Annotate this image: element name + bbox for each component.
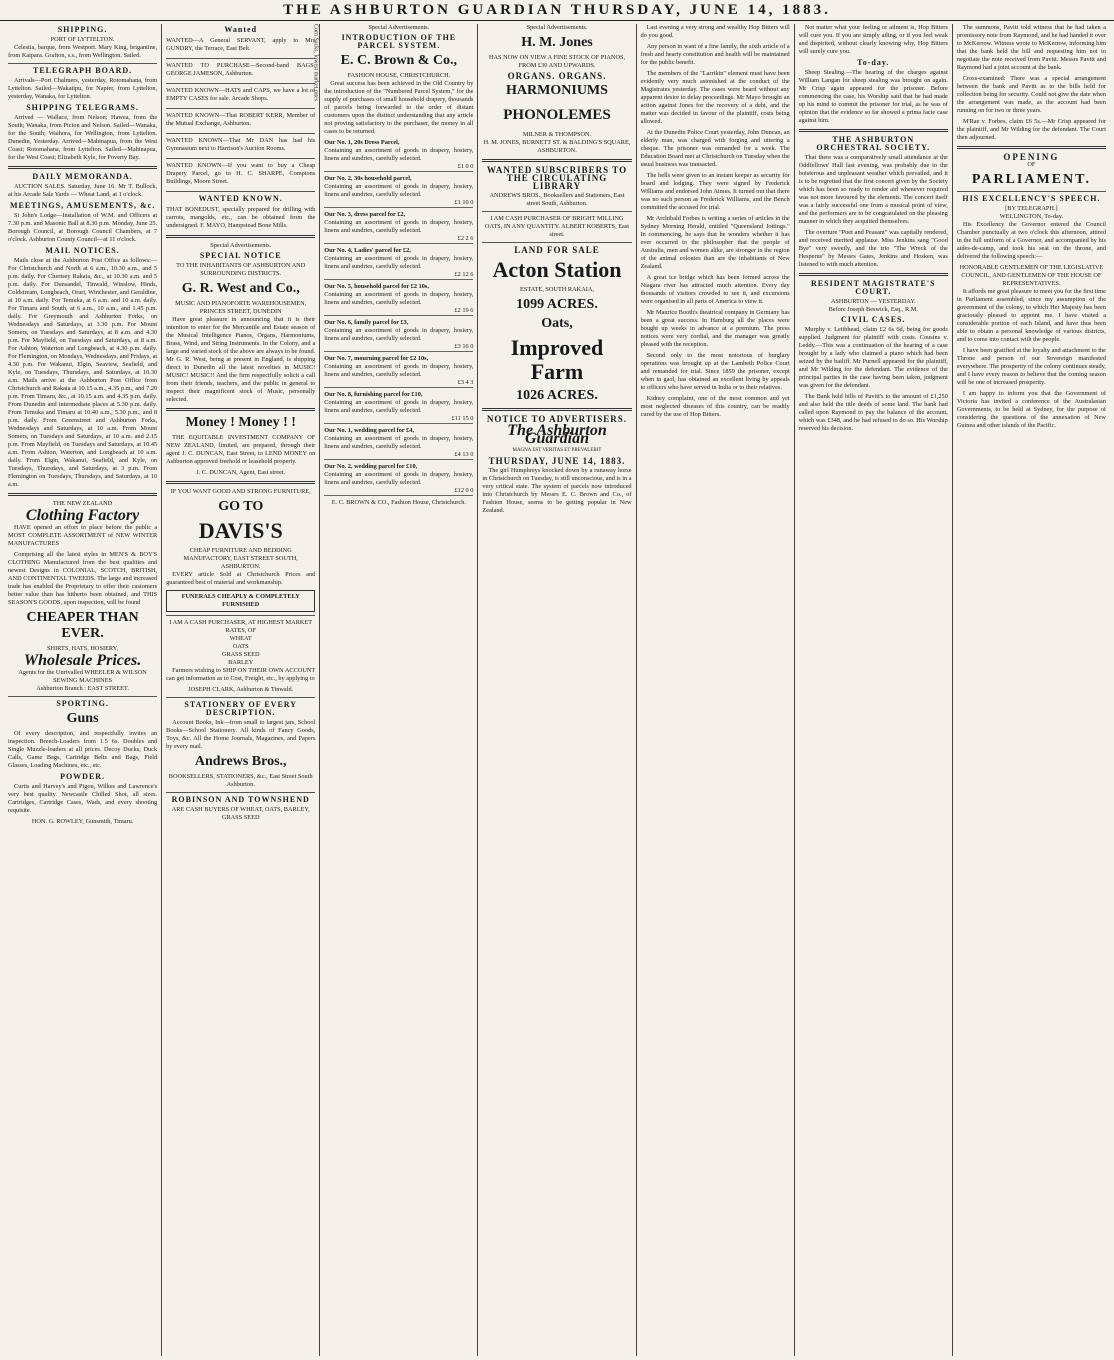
parcel-item bbox=[324, 247, 473, 280]
parcel-body: Containing an assortment of goods in drapery, hosiery, linens and sundries, carefully selected. bbox=[324, 471, 474, 486]
arrivals-text: Celestia, barque, from Westport. Mary King, brigantine, from Kaipara. Grafton, s.s., from Wellington. Sailed. bbox=[8, 44, 158, 59]
civil-cases-heading: CIVIL CASES. bbox=[841, 315, 906, 324]
corn-sacks-side: Corn Sacks, lowest market rates bbox=[312, 24, 319, 102]
mail-notices-heading: MAIL NOTICES. bbox=[45, 246, 120, 255]
parcel-title: Our No. 2, 30s household parcel, bbox=[324, 175, 412, 182]
funerals-box: FUNERALS CHEAPLY & COMPLETELY FURNISHED bbox=[166, 590, 315, 612]
acton-sub: ESTATE, SOUTH RAKAIA, bbox=[519, 286, 594, 293]
col7-intro: The summons, Pavitt told witness that he had taken a promissory note from Raymond, and he had handed it over to McKerrow. Witness wrote to McKerrow, informing him that the bank held the bill and requesting him not to negotiate the note received from Pavitt. Messrs Pavitt and Raymond had a joint account at the bank. bbox=[956, 24, 1106, 71]
parcel-total: £11 15 0 bbox=[451, 415, 474, 422]
parcel-item bbox=[324, 463, 473, 496]
parcel-title: Our No. 1, wedding parcel for £4, bbox=[324, 427, 415, 434]
column-3 bbox=[320, 24, 478, 1356]
improved-farm-heading: Improved Farm bbox=[510, 335, 604, 384]
parcel-total: £2 12 6 bbox=[454, 271, 474, 278]
oats-heading: Oats, bbox=[541, 316, 573, 331]
ecb-intro-text: Great success has been achieved in the Old Country by the introduction of the "Numbered Parcel System," for the supply of purchases of small household drapery, thousands of parcels being forwarded to the order of distant customers upon the distinct understanding that any article not proving satisfactory to the purchaser, the money in all cases to be returned. bbox=[324, 80, 474, 135]
parcel-title: Our No. 4, Ladies' parcel for £2, bbox=[324, 247, 411, 254]
parcel-total: £2 19 6 bbox=[454, 307, 474, 314]
civil-cases-text: Murphy v. Leitbhead, claim £2 6s 6d, being for goods supplied. Judgment for plaintiff with costs. Cousins v. Leddy.—This was a continuation of the hearing of a case brought by a lady who claimed a piano which had been seized by the bailiff. Mr Purnell appeared for the plaintiff, and Mr Wilding for the defendant. The evidence of the principal parties in the case having been taken, judgment was given for the defendant. bbox=[798, 326, 948, 389]
parcel-item bbox=[324, 211, 473, 244]
milling-oats-ad: I AM CASH PURCHASER OF BRIGHT MILLING OATS, IN ANY QUANTITY. ALBERT KOBERTS, East street. bbox=[484, 215, 630, 238]
column-5 bbox=[637, 24, 795, 1356]
news-intro: Last evening a very strong and wealthy Hop Bitters will do you good. bbox=[640, 24, 790, 39]
honorable-gentlemen: HONORABLE GENTLEMEN OF THE LEGISLATIVE COUNCIL, AND GENTLEMEN OF THE HOUSE OF REPRESENTATIVES. bbox=[959, 264, 1104, 287]
parcel-body: Containing an assortment of goods in drapery, hosiery, linens and sundries, carefully selected. bbox=[324, 327, 474, 342]
parliament-heading: PARLIAMENT. bbox=[971, 172, 1091, 187]
of-line: OF bbox=[1027, 161, 1036, 168]
parcel-title: Our No. 8, furnishing parcel for £10, bbox=[324, 391, 423, 398]
parcel-body: Containing an assortment of goods in drapery, hosiery, linens and sundries, carefully selected. bbox=[324, 219, 474, 234]
stationery-heading: STATIONERY OF EVERY DESCRIPTION. bbox=[184, 700, 298, 717]
ecb-sub: FASHION HOUSE, CHRISTCHURCH. bbox=[347, 72, 451, 79]
telegrams-text: Arrived — Wallace, from Nelson; Hawea, from the South; Wanaka, from Picton and Nelson. Sailed—Wanaka, for the South; Waihora, for Wellington, from Lyttelton. Dunedin, Yesterday. Arrived—Mahinapua, from the West Coast; Rotomahana, from Lyttelton. Sailed—Mahinapua, for the West Coast; Elizabeth Kyle, for Poverty Bay. bbox=[8, 114, 158, 161]
paper-date: THURSDAY, JUNE 14, 1883. bbox=[488, 456, 626, 466]
telegraph-text: Arrivals—Port Chalmers, yesterday, Rotomahana, from Lyttelton. Sailed—Wakatipu, for Napier, from Lyttelton, yesterday, Wanaka, for Lyttelton. bbox=[8, 77, 158, 100]
news-body-6: Mr Maurice Booth's theatrical company in Germany has been a great success. In Hamburg all the places were bought up weeks in advance at a premium. The press notices were very cordial, and the manager was greatly pleased with the reception. bbox=[640, 309, 790, 348]
cheaper-heading: CHEAPER THAN EVER. bbox=[26, 610, 139, 641]
robinson-heading: ROBINSON AND TOWNSHEND bbox=[171, 795, 310, 804]
parcel-body: Containing an assortment of goods in drapery, hosiery, linens and sundries, carefully selected. bbox=[324, 363, 474, 378]
branch-line: Ashburton Branch : EAST STREET. bbox=[36, 685, 129, 692]
parcel-total: £2 2 6 bbox=[457, 235, 474, 242]
ecb-heading: E. C. Brown & Co., bbox=[340, 53, 458, 68]
parcel-item bbox=[324, 319, 473, 352]
stationery-text: Account Books, Ink—from small to largest jars, School Books—School Stationery. All kinds of Fancy Goods, Toys, &c. All the Home Journals, Magazines, and Papers by every mail. bbox=[166, 719, 316, 750]
wholesale-heading: Wholesale Prices. bbox=[23, 652, 142, 669]
grain-wheat: WHEAT bbox=[229, 635, 252, 642]
duncan-line: J. C. DUNCAN, Agent, East street. bbox=[196, 469, 286, 476]
acres-line: 1099 ACRES. bbox=[516, 297, 598, 312]
col7-text-3: M'Rae v. Forbes, claim £6 5s.—Mr Crisp appeared for the plaintiff, and Mr Wilding for the defendant. The Court then adjourned. bbox=[956, 118, 1106, 141]
news-body-7: Second only to the most notorious of burglary operations was brought up at the Lambeth Police Court and remanded for trial. Since 1859 the prisoner, except when in gaol, has obtained an excellent living by appeals to officers who have served in India or to their relatives. bbox=[640, 352, 790, 391]
davis-sub: CHEAP FURNITURE AND BEDDING MANUFACTORY, EAST STREET SOUTH, ASHBURTON. bbox=[183, 547, 298, 570]
leader-text: The girl Humphreys knocked down by a runaway horse in Christchurch on Tuesday, is still unconscious, and is in a very critical state. The system of parcels now introduced into Christchurch by Messrs E. C. Brown and Co., of Fashion House, seems to be getting popular in New Zealand. bbox=[482, 467, 632, 514]
grain-grass-seed: GRASS SEED bbox=[221, 651, 260, 658]
parcel-title: Our No. 2, wedding parcel for £10, bbox=[324, 463, 418, 470]
clothing-factory-heading: Clothing Factory bbox=[25, 507, 140, 524]
organs-heading: ORGANS. ORGANS. bbox=[507, 71, 607, 81]
wanted-known-text: THAT BONEDUST, specially prepared for drilling with carrots, mangolds, etc., can be obtained from the undersigned. F. MAYO, Hampstead Bone Mills. bbox=[166, 206, 316, 229]
parcel-title: Our No. 3, dress parcel for £2, bbox=[324, 211, 406, 218]
speech-text: It affords me great pleasure to meet you for the first time in Parliament assembled, since my assumption of the government of the colony, to which Her Majesty has been graciously pleased to appoint me. I have visited a considerable portion of each Island, and have thus been able to obtain a personal knowledge of various districts, and to come into contact with the people. bbox=[956, 288, 1106, 343]
cash-purchaser: I AM A CASH PURCHASER, AT HIGHEST MARKET RATES, OF bbox=[169, 619, 313, 634]
money-text: THE EQUITABLE INVESTMENT COMPANY OF NEW ZEALAND, limited, are prepared, through their agent J. C. DUNCAN, East Street, to LEND MONEY on Ashburton approved freehold or leasehold property. bbox=[166, 434, 316, 465]
parcel-total: £3 16 0 bbox=[454, 343, 474, 350]
robinson-sub: ARE CASH BUYERS OF WHEAT, OATS, BARLEY, GRASS SEED bbox=[171, 806, 310, 821]
court-before: Before Joseph Beswick, Esq., R.M. bbox=[828, 306, 918, 313]
jones-heading: H. M. Jones bbox=[521, 35, 593, 50]
parcel-body: Containing an assortment of goods in drapery, hosiery, linens and sundries, carefully selected. bbox=[324, 147, 474, 162]
shipping-telegrams-heading: SHIPPING TELEGRAMS. bbox=[26, 103, 139, 112]
wanted-known-heading: WANTED KNOWN. bbox=[198, 194, 283, 203]
column-2 bbox=[162, 24, 320, 1356]
masthead: THE ASHBURTON GUARDIAN THURSDAY, JUNE 14, 1883. bbox=[0, 0, 1114, 21]
daily-memoranda-heading: DAILY MEMORANDA. bbox=[32, 172, 133, 181]
parcel-system-heading: INTRODUCTION OF THE PARCEL SYSTEM. bbox=[341, 33, 457, 50]
notice-advertisers-heading: NOTICE TO ADVERTISERS. bbox=[486, 414, 628, 424]
powder-text: Curtis and Harvey's and Pigou, Wilkes and Lawrence's very best quality. Newcastle Chilled Shot, all sizes. Cartridges, Cartridge Cases, Wads, and every shooting requisite. bbox=[8, 783, 158, 814]
news-body: The members of the "Larrikin" element must have been evidently very much astonished at the conduct of the Magistrates yesterday. The cases were heard without any apparent desire to delay proceedings. Mr Mayo brought an action against Jones for the recovery of a debt, and the matter was decided in favour of the plaintiff, costs being allowed. bbox=[640, 70, 790, 125]
parcel-total: £1 0 0 bbox=[457, 163, 474, 170]
parcel-item bbox=[324, 427, 473, 460]
parcel-total: £4 13 0 bbox=[454, 451, 474, 458]
special-ads-heading-3: Special Advertisements. bbox=[368, 24, 430, 31]
special-ads-heading: Special Advertisements. bbox=[210, 242, 272, 249]
library-andrews: ANDREWS BROS., Booksellers and Stationers, East street South, Ashburton. bbox=[489, 192, 625, 207]
wanted-ad-5: WANTED KNOWN—That Mr DAN has had his Gymnasium next to Harrison's Auction Rooms. bbox=[166, 137, 316, 152]
powder-heading: POWDER. bbox=[60, 772, 106, 781]
guns-heading: Guns bbox=[66, 711, 99, 726]
speech-heading: HIS EXCELLENCY'S SPEECH. bbox=[962, 194, 1101, 203]
column-7 bbox=[953, 24, 1110, 1356]
parcel-list bbox=[324, 139, 473, 496]
davis-intro: IF YOU WANT GOOD AND STRONG FURNITURE, bbox=[170, 488, 311, 495]
gr-west-heading: G. R. West and Co., bbox=[181, 281, 300, 296]
news-body-5: A great ice bridge which has been formed across the Niagara river has attracted much attention. Every day thousands of visitors crowded to see it, and excursions were organised in all parts of America to view it. bbox=[640, 274, 790, 305]
clark-line: JOSEPH CLARK, Ashburton & Tinwald. bbox=[188, 686, 294, 693]
parcel-item bbox=[324, 283, 473, 316]
phonemes-heading: PHONOLEMES bbox=[503, 107, 611, 123]
paper-motto: MAGNA EST VERITAS ET PREVALEBIT bbox=[512, 448, 602, 453]
today-heading: To-day. bbox=[857, 58, 890, 67]
sewing-agents: Agents for the Unrivalled WHEELER & WILSON SEWING MACHINES bbox=[18, 669, 147, 684]
parcel-total: £3 4 3 bbox=[457, 379, 474, 386]
library-heading: WANTED SUBSCRIBERS TO THE CIRCULATING LIBRARY bbox=[486, 165, 628, 191]
parcel-total: £12 0 0 bbox=[454, 487, 474, 494]
clothing-title: THE NEW ZEALAND bbox=[52, 500, 113, 507]
mail-notices-text: Mails close at the Ashburton Post Office as follows:— For Christchurch and North at 6 a.m., 10.30 a.m., and 5 p.m. daily. For Chertsey Rakaia, &c., at 10.30 a.m. and 5 p.m. daily. For Dunsandel, Tinwald, Winslow, Hinds, Coldstream, Longbeach, Orari, Winchester, and Geraldine, at 10 a.m. daily. For Temuka, at 6 a.m. and 10 a.m. daily. For Timaru and South, at 6 a.m., 10 a.m., and 1.45 p.m. daily. For Greymouth and Ashburton Forks, on Wednesdays and Saturdays, at 3.30 p.m. For Mount Somers, on Tuesdays and Saturdays, at 8 a.m. and 4.30 p.m. For Mayfield, on Tuesdays and Saturdays, at 8 a.m. For Ashton, Waterton and Longbeach, at 4.30 p.m. daily. For Flemington, on Mondays, Wednesdays, and Fridays, at 4.30 p.m. For Wakanui, Elgin, Seaview, Seafield, and Kyle, on Tuesdays, Thursdays, and Saturdays, at 10.30 a.m. Mails arrive at the Ashburton Post Office from Christchurch and Rakaia at 10.15 a.m., 4.35 p.m., and 7.20 p.m. From Timaru, &c., at 10.15 a.m. and 4.35 p.m. daily. From Dunedin and intermediate places at 5.30 p.m. daily. From Temuka and Timaru at 10.40 a.m., 5.30 p.m., and 8 p.m. daily. From Greenstreet and Ashburton Forks, Wednesdays and Saturdays, at 10 a.m. From Mount Somers, on Tuesdays and Saturdays, at 10 a.m. and 2.15 p.m. From Mayfield, on Tuesdays and Saturdays, at 10.45 a.m. From Ashton, Waterton, and Longbeach at 10 a.m. daily. From Elgin, Wakanui, Seafield, and Kyle, on Tuesdays, Thursdays, and Saturdays, at 3 p.m. From Flemington on Tuesdays, Thursdays, and Saturdays, at 10 a.m. bbox=[8, 257, 158, 488]
by-telegraph: [BY TELEGRAPH.] bbox=[1005, 205, 1058, 212]
parcel-title: Our No. 5, household parcel for £2 10s, bbox=[324, 283, 429, 290]
farm-acres: 1026 ACRES. bbox=[516, 388, 598, 403]
meetings-text: St John's Lodge—Installation of W.M. and Officers at 7.30 p.m. and Masonic Ball at 8.30 p.m. Monday, June 25. Borough Council, at Borough Council Chambers, at 7 o'clock. Ashburton County Council—at 11 o'clock. bbox=[8, 212, 158, 243]
parcel-body: Containing an assortment of goods in drapery, hosiery, linens and sundries, carefully selected. bbox=[324, 291, 474, 306]
wanted-ad-3: WANTED KNOWN—HATS and CAPS, we have a lot of EMPTY CASES for sale. Arcade Shops. bbox=[166, 87, 316, 102]
orchestral-text: That there was a comparatively small attendance at the Oddfellows' Hall last evening, was probably due to the boisterous and unpleasant weather which prevailed, and it is to be regretted that the first concert given by the Society which has been so ready to render aid whenever required was not more favoured by the elements. The concert itself was a fairly successful one from a musical point of view, and the performers are to be congratulated on the pleasing manner in which they acquitted themselves. bbox=[798, 154, 948, 225]
parcel-body: Containing an assortment of goods in drapery, hosiery, linens and sundries, carefully selected. bbox=[324, 399, 474, 414]
orchestral-heading: THE ASHBURTON ORCHESTRAL SOCIETY. bbox=[816, 135, 931, 152]
clothing-more: Comprising all the latest styles in MEN'S & BOY'S CLOTHING Manufactured from the best qualities and newest Designs in COLONIAL, SCOTCH, BRITISH, AND CONTINENTAL TWEEDS. The large and increased trade has enabled the Proprietary to offer their customers better value than has hitherto been obtained, and THIS SEASON'S GOODS, upon inspection, will be found bbox=[8, 551, 158, 606]
jones-sub: HAS NOW ON VIEW A FINE STOCK OF PIANOS, FROM £30 AND UPWARDS. bbox=[488, 54, 626, 69]
speech-text-2: I have been gratified at the loyalty and attachment to the Throne and person of our Sovereign manifested everywhere. The prosperity of the colony continues steady, and I have every reason to believe that the coming season will be one of increased prosperity. bbox=[956, 347, 1106, 386]
news-para: Any person in want of a fine family, the sixth article of a fresh and hearty constitution and health will be maintained for the public benefit. bbox=[640, 43, 790, 66]
harmoniums-heading: HARMONIUMS bbox=[506, 83, 608, 98]
parcel-item bbox=[324, 355, 473, 388]
davis-text: EVERY article Sold at Christchurch Prices and guaranteed best of material and workmanship. bbox=[166, 571, 316, 586]
acton-heading: Acton Station bbox=[492, 257, 622, 282]
shirts-line: SHIRTS, HATS, HOSIERY, bbox=[47, 645, 119, 652]
news-body-4: Mr Archibald Forbes is writing a series of articles in the Sydney Morning Herald, entitled "Queensland Jottings." In commencing, he says that he wonders whether it has ever occurred to the philosopher that the people of Australia, men and women alike, are stronger in the region of the animal colonies than are the inhabitants of New Zealand. bbox=[640, 215, 790, 270]
telegraph-board-heading: TELEGRAPH BOARD. bbox=[33, 66, 133, 75]
go-to: GO TO bbox=[218, 499, 264, 514]
parcel-title: Our No. 7, mourning parcel for £2 10s, bbox=[324, 355, 429, 362]
gr-west-sub: MUSIC AND PIANOFORTE WAREHOUSEMEN, PRINCES STREET, DUNEDIN bbox=[175, 300, 307, 315]
civil-cases-text-2: The Bank held bills of Pavitt's to the amount of £1,250 and also held the title deeds of some land. The bank had called upon Raymond to pay the balance of the account, which was £348, and he had refused to do so. His Worship reserved his decision. bbox=[798, 393, 948, 432]
parcel-item bbox=[324, 139, 473, 172]
wanted-ad-6: WANTED KNOWN—If you want to buy a Cheap Drapery Parcel, go to H. C. SHARPE, Comptons Buildings, Moore Street. bbox=[166, 162, 316, 185]
parcel-item bbox=[324, 391, 473, 424]
parcel-title: Our No. 6, family parcel for £3, bbox=[324, 319, 409, 326]
col7-text-2: Cross-examined: There was a special arrangement between the bank and Pavitt as to the bills held for collection being for security. Could not give the date when the arrangement was made, as the account had been running on for two or three years. bbox=[956, 75, 1106, 114]
speech-intro: His Excellency the Governor entered the Council Chamber punctually at two o'clock this afternoon, attired in the full uniform of a Governor, and accompanied by his aides-de-camp, and took his seat on the throne, and delivered the following speech:— bbox=[956, 221, 1106, 260]
column-4 bbox=[478, 24, 636, 1356]
clothing-text: HAVE opened an effort to place before the public a MOST COMPLETE ASSORTMENT of NEW WINTER MANUFACTURES bbox=[8, 524, 158, 547]
andrews-heading: Andrews Bros., bbox=[194, 754, 287, 769]
special-ads-heading-4: Special Advertisements. bbox=[526, 24, 588, 31]
clark-text: Farmers wishing to SHIP ON THEIR OWN ACCOUNT can get information as to Cost, Freight, etc., by applying to bbox=[166, 667, 316, 682]
gr-west-text: Have great pleasure in announcing that it is their intention to enter for the Mercantile and Estate season of the Musical Intelligence Pianos, Organs, Harmoniums, Brass, Wind, and String Instruments. In the Colony, and a large and varied stock of the above are always to be found. Mr G. R. West, being at present in England, is shipping direct to Dunedin all the latest novelties in MUSIC! MUSIC! MUSIC!! And the firm respectfully solicit a call from their friends, teachers, and the public in general to inspect their magnificent stock of Music, personally selected. bbox=[166, 316, 316, 403]
news-body-2: At the Dunedin Police Court yesterday, John Duncan, an elderly man, was charged with forging and uttering a cheque. The prisoner was remanded for a week. The Education Board met at Christchurch on Tuesday when the usual business was transacted. bbox=[640, 129, 790, 168]
wanted-ad-4: WANTED KNOWN—That ROBERT KERR, Member of the Mutual Exchange, Ashburton. bbox=[166, 112, 316, 127]
parcel-total: £1 10 0 bbox=[454, 199, 474, 206]
jones-address: H. M. JONES, BURNETT ST. & BALDING'S SQUARE, ASHBURTON. bbox=[483, 139, 631, 154]
parcel-body: Containing an assortment of goods in drapery, hosiery, linens and sundries, carefully selected. bbox=[324, 435, 474, 450]
wanted-heading: Wanted bbox=[224, 25, 258, 34]
meetings-heading: MEETINGS, AMUSEMENTS, &c. bbox=[9, 201, 156, 210]
special-notice-to: TO THE INHABITANTS OF ASHBURTON AND SURROUNDING DISTRICTS. bbox=[176, 262, 306, 277]
wanted-ad-1: WANTED—A General SERVANT, apply to Mrs GUNDRY, the Terrace, East Belt. bbox=[166, 37, 316, 52]
column-6 bbox=[795, 24, 953, 1356]
news-body-8: Kidney complaint, one of the most common and yet most neglected diseases of this country, can be readily cured by the use of Hop Bitters. bbox=[640, 395, 790, 418]
sporting-heading: SPORTING. bbox=[56, 699, 109, 708]
davis-heading: DAVIS'S bbox=[198, 518, 283, 543]
paper-name: The Ashburton Guardian bbox=[507, 422, 607, 447]
grain-barley: BARLEY bbox=[228, 659, 254, 666]
shipping-heading: SHIPPING. bbox=[57, 25, 108, 34]
special-notice-heading: SPECIAL NOTICE bbox=[199, 251, 282, 260]
parcel-body: Containing an assortment of goods in drapery, hosiery, linens and sundries, carefully selected. bbox=[324, 183, 474, 198]
column-1 bbox=[4, 24, 162, 1356]
wanted-ad-2: WANTED TO PURCHASE—Second-hand BAGS. GEORGE JAMESON, Ashburton. bbox=[166, 62, 316, 77]
grain-oats: OATS bbox=[232, 643, 249, 650]
parcel-item bbox=[324, 175, 473, 208]
andrews-sub: BOOKSELLERS, STATIONERS, &c., East Street South Ashburton. bbox=[168, 773, 313, 788]
opening-heading: OPENING bbox=[1003, 152, 1060, 162]
col6-intro: Not matter what your feeling or ailment is, Hop Bitters will cure you. If you are simply ailing, or if you feel weak and dispirited, without clearly knowing why, Hop Bitters will surely cure you. bbox=[798, 24, 948, 55]
money-heading: Money ! Money ! ! bbox=[185, 415, 296, 430]
columns bbox=[4, 24, 1110, 1356]
news-body-3: The bells were given to an instant keeper as security for board and lodging. They were signed by Frederick Williams and endorsed John Aimes. It turned out that there was no such person as Frederick Williams, and the Bench committed the accused for trial. bbox=[640, 172, 790, 211]
milner-line: MILNER & THOMPSON. bbox=[522, 131, 592, 138]
parcel-body: Containing an assortment of goods in drapery, hosiery, linens and sundries, carefully selected. bbox=[324, 255, 474, 270]
guns-text: Of every description, and respectfully invites an inspection. Breech-Loaders from 1.5 6s. Doubles and Single Muzzle-loaders at all prices. Decoy Ducks, Duck Calls, Game Bags, Cartridge Belts and Bags, Field Glasses, Loading Machines, etc., etc. bbox=[8, 730, 158, 769]
ecb-footer: E. C. BROWN & CO., Fashion House, Christchurch. bbox=[331, 499, 466, 506]
port-heading: PORT OF LYTTELTON. bbox=[50, 36, 115, 43]
parcel-title: Our No. 1, 20s Dress Parcel, bbox=[324, 139, 400, 146]
court-location: ASHBURTON — YESTERDAY. bbox=[830, 298, 916, 305]
speech-text-3: I am happy to inform you that the Government of Victoria has invited a conference of the Australasian Governments, to be held at Sydney, for the purpose of considering the questions of the annexation of New Guinea and other islands of the Pacific. bbox=[956, 390, 1106, 429]
today-text: Sheep Stealing.—The hearing of the charges against William Langan for sheep stealing was brought on again. Mr Crisp again appeared for the prisoner. Before commencing the case, his Worship said that he had made up his mind to commit the prisoner for trial, as he was of opinion that the evidence so far showed a prima facie case against him. bbox=[798, 69, 948, 124]
orchestral-text-2: The overture "Poet and Peasant" was capitally rendered, and received merited applause. Miss Jenkins sang "Good Bye" very sweetly, and the trio "The Wreck of the Hesperus" by Messrs Gates, Jenkins and Hosken, was listened to with much attention. bbox=[798, 229, 948, 268]
land-for-sale-heading: LAND FOR SALE bbox=[514, 245, 600, 255]
resident-court-heading: RESIDENT MAGISTRATE'S COURT. bbox=[811, 279, 936, 296]
auctions-text: AUCTION SALES. Saturday, June 16. Mr T. Bullock, at his Arcade Sale Yards — Wheat Land, at 1 o'clock. bbox=[8, 183, 158, 198]
gunsmith-line: HON. G. ROWLEY, Gunsmith, Timaru. bbox=[31, 818, 134, 825]
wellington-line: WELLINGTON, To-day. bbox=[999, 213, 1064, 220]
